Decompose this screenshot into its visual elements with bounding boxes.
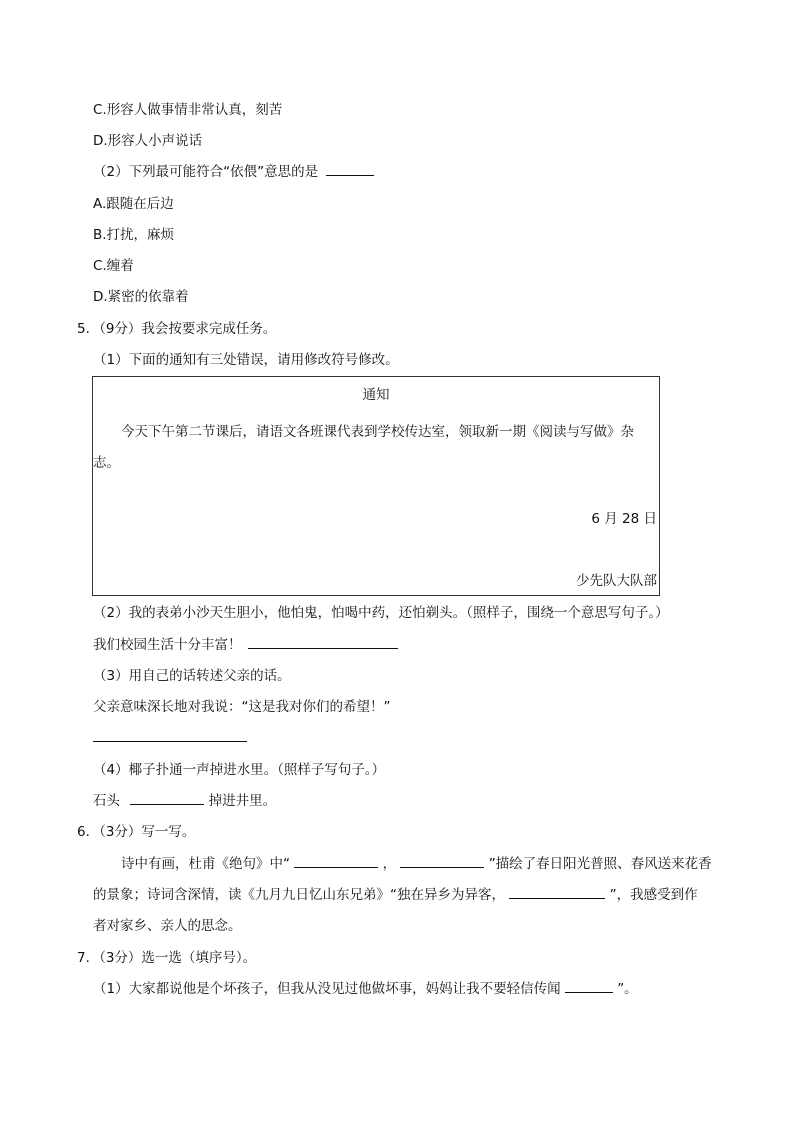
q4-sub2-option-b: B.打扰，麻烦	[93, 227, 175, 243]
q5-sub3: （3）用自己的话转述父亲的话。	[93, 668, 291, 684]
answer-blank[interactable]	[400, 855, 484, 868]
answer-blank[interactable]	[509, 886, 605, 899]
q6-line1	[121, 855, 712, 873]
q5-sub4-answer-line	[93, 792, 276, 810]
answer-blank[interactable]	[565, 980, 613, 993]
q5-sub4-prompt-a: 石头	[93, 793, 120, 809]
q4-option-d: D.形容人小声说话	[93, 133, 203, 149]
notice-body: 今天下午第二节课后，请语文各班课代表到学校传达室，领取新一期《阅读与写做》杂志。	[93, 424, 634, 471]
notice-signature: 少先队大队部	[576, 573, 657, 589]
q5-sub3-quote: 父亲意味深长地对我说：“这是我对你们的希望！”	[93, 699, 391, 715]
answer-blank[interactable]	[93, 729, 247, 747]
answer-blank[interactable]	[294, 855, 378, 868]
notice-title: 通知	[362, 387, 390, 403]
q5-sub1: （1）下面的通知有三处错误，请用修改符号修改。	[93, 352, 399, 368]
q6-line2	[93, 886, 698, 904]
q6-line1-a: 诗中有画，杜甫《绝句》中“	[121, 856, 290, 872]
notice-box	[92, 376, 660, 596]
q5-sub2: （2）我的表弟小沙天生胆小，他怕鬼，怕喝中药，还怕剃头。（照样子，围绕一个意思写句子。）	[93, 605, 669, 621]
q5-sub4: （4）椰子扑通一声掉进水里。（照样子写句子。）	[93, 762, 386, 778]
q5-header: 5．（9分）我会按要求完成任务。	[77, 321, 277, 337]
answer-blank[interactable]	[248, 636, 398, 649]
notice-date: 6 月 28 日	[591, 511, 657, 527]
q6-header: 6．（3分）写一写。	[77, 824, 196, 840]
q6-line2-b: ”，我感受到作	[609, 887, 698, 903]
q7-sub1-b: ”。	[617, 981, 638, 997]
q7-header: 7．（3分）选一选（填序号）。	[77, 950, 257, 966]
q6-line1-c: ”描绘了春日阳光普照、春风送来花香	[488, 856, 712, 872]
q4-sub2-option-d: D.紧密的依靠着	[93, 289, 189, 305]
q4-sub2-text: （2）下列最可能符合“依偎”意思的是	[93, 164, 319, 180]
q6-line3: 者对家乡、亲人的思念。	[93, 918, 242, 934]
q6-line1-b: ，	[382, 856, 397, 872]
q4-sub2-option-a: A.跟随在后边	[93, 196, 174, 212]
q4-sub2-question	[93, 163, 374, 181]
q7-sub1	[93, 980, 638, 998]
q4-option-c: C.形容人做事情非常认真，刻苦	[93, 102, 283, 118]
answer-blank[interactable]	[326, 163, 374, 176]
q5-sub2-prompt: 我们校园生活十分丰富！	[93, 637, 242, 653]
q5-sub4-prompt-b: 掉进井里。	[208, 793, 277, 809]
q5-sub2-answer-line	[93, 636, 398, 654]
q4-sub2-option-c: C.缠着	[93, 258, 134, 274]
q6-line2-a: 的景象；诗词含深情，读《九月九日忆山东兄弟》“独在异乡为异客，	[93, 887, 505, 903]
answer-blank[interactable]	[130, 792, 204, 805]
q7-sub1-a: （1）大家都说他是个坏孩子，但我从没见过他做坏事，妈妈让我不要轻信传闻	[93, 981, 561, 997]
answer-blank-underline[interactable]	[93, 729, 247, 742]
